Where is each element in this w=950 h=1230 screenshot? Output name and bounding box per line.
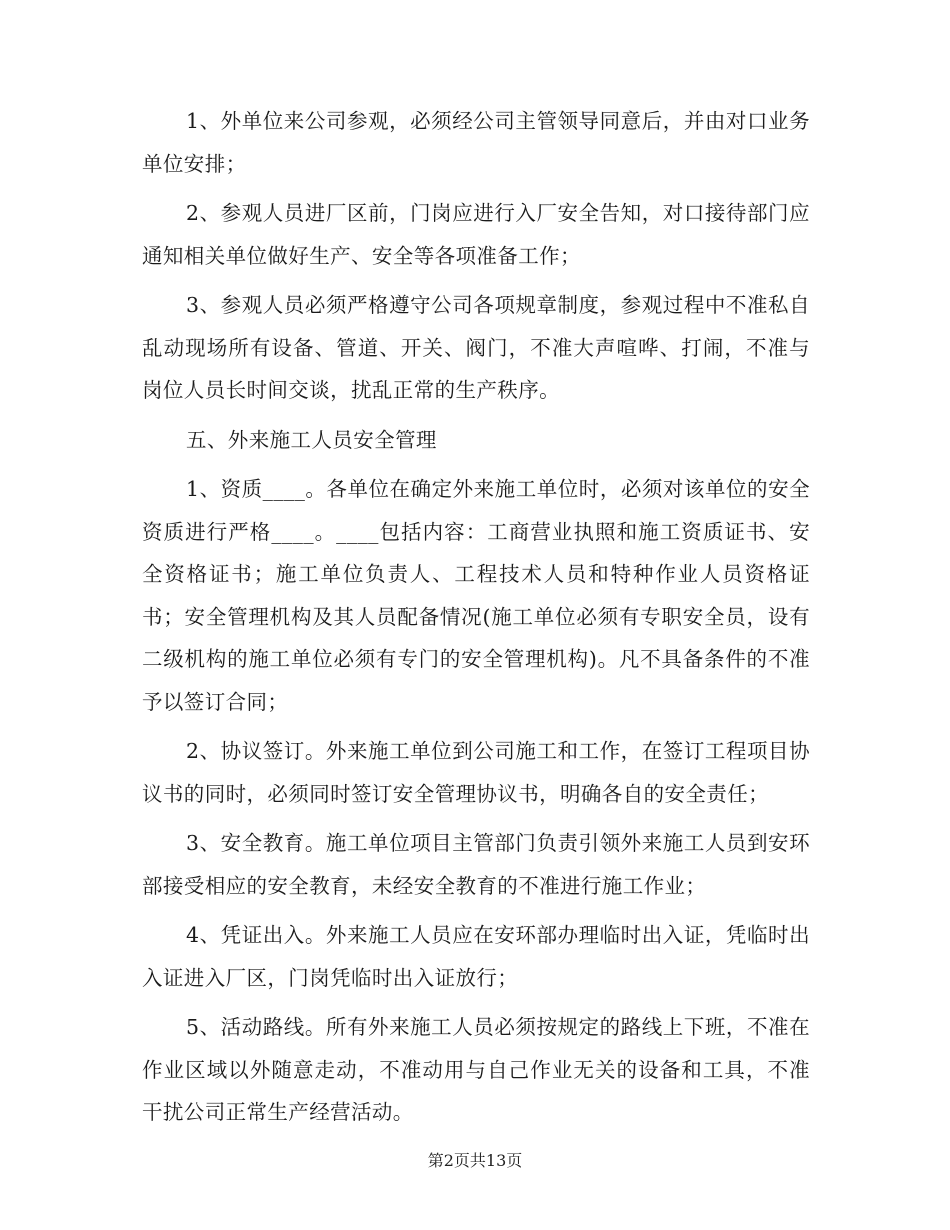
page-number: 第2页共13页 [427, 1151, 523, 1170]
paragraph-movement-route: 5、活动路线。所有外来施工人员必须按规定的路线上下班，不准在作业区域以外随意走动，不准动用与自己作业无关的设备和工具，不准干扰公司正常生产经营活动。 [142, 1015, 810, 1124]
section-heading-contractor-safety: 五、外来施工人员安全管理 [186, 427, 437, 452]
paragraph-visitor-rules: 3、参观人员必须严格遵守公司各项规章制度，参观过程中不准私自乱动现场所有设备、管道、开关、阀门，不准大声喧哗、打闹，不准与岗位人员长时间交谈，扰乱正常的生产秩序。 [142, 293, 810, 402]
paragraph-safety-education: 3、安全教育。施工单位项目主管部门负责引领外来施工人员到安环部接受相应的安全教育，未经安全教育的不准进行施工作业； [142, 831, 810, 898]
paragraph-visitor-safety-notice: 2、参观人员进厂区前，门岗应进行入厂安全告知，对口接待部门应通知相关单位做好生产、安全等各项准备工作； [142, 201, 810, 268]
document-body [142, 100, 810, 1141]
paragraph-access-pass: 4、凭证出入。外来施工人员应在安环部办理临时出入证，凭临时出入证进入厂区，门岗凭临时出入证放行； [142, 923, 810, 990]
paragraph-visitor-approval: 1、外单位来公司参观，必须经公司主管领导同意后，并由对口业务单位安排； [142, 109, 810, 176]
paragraph-qualification: 1、资质____。各单位在确定外来施工单位时，必须对该单位的安全资质进行严格____。____包括内容：工商营业执照和施工资质证书、安全资格证书；施工单位负责人、工程技术人员和特种作业人员资格证书；安全管理机构及其人员配备情况(施工单位必须有专职安全员，设有二级机构的施工单位必须有专门的安全管理机构)。凡不具备条件的不准予以签订合同； [142, 477, 810, 714]
paragraph-agreement: 2、协议签订。外来施工单位到公司施工和工作，在签订工程项目协议书的同时，必须同时签订安全管理协议书，明确各自的安全责任； [142, 739, 810, 806]
